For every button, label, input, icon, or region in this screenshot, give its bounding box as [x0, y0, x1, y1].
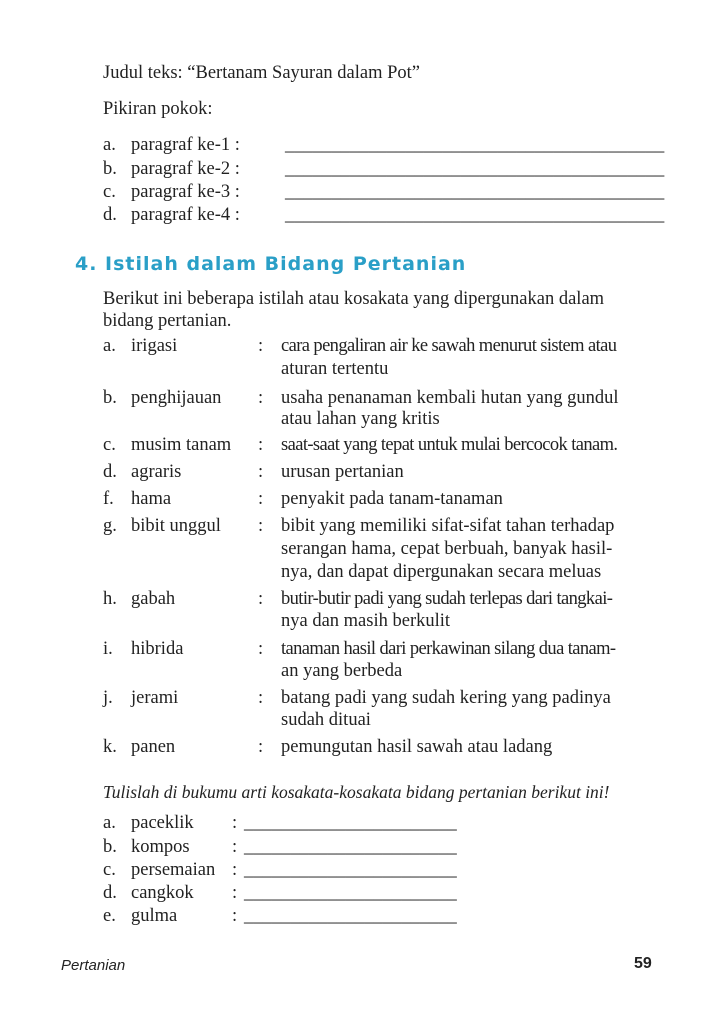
exercise-word: kompos [131, 837, 190, 857]
term-colon: : [258, 737, 264, 757]
term-colon: : [258, 688, 264, 708]
term-definition: sudah dituai [281, 710, 371, 730]
answer-blank: _________________________________________ [285, 205, 665, 225]
answer-blank: _______________________ [244, 860, 457, 880]
term-letter: c. [103, 435, 116, 455]
term-definition: butir-butir padi yang sudah terlepas dari tangkai- [281, 589, 613, 609]
term-colon: : [258, 489, 264, 509]
list-item-label: paragraf ke-1 : [131, 135, 240, 155]
term-definition: saat-saat yang tepat untuk mulai bercocok tanam. [281, 435, 618, 455]
term-definition: batang padi yang sudah kering yang padinya [281, 688, 611, 708]
term-word: hibrida [131, 639, 184, 659]
exercise-colon: : [232, 837, 238, 857]
list-item-letter: c. [103, 182, 116, 202]
term-definition: an yang berbeda [281, 661, 403, 681]
term-definition: urusan pertanian [281, 462, 404, 482]
exercise-letter: d. [103, 883, 117, 903]
term-definition: penyakit pada tanam-tanaman [281, 489, 503, 509]
list-item-label: paragraf ke-2 : [131, 159, 240, 179]
term-definition: usaha penanaman kembali hutan yang gundul [281, 388, 619, 408]
term-definition: bibit yang memiliki sifat-sifat tahan terhadap [281, 516, 615, 536]
term-letter: f. [103, 489, 114, 509]
term-word: musim tanam [131, 435, 232, 455]
exercise-word: persemaian [131, 860, 216, 880]
answer-blank: _______________________ [244, 813, 457, 833]
term-letter: g. [103, 516, 117, 536]
exercise-letter: a. [103, 813, 116, 833]
term-definition: nya dan masih berkulit [281, 611, 451, 631]
exercise-word: cangkok [131, 883, 194, 903]
exercise-word: gulma [131, 906, 178, 926]
term-word: hama [131, 489, 172, 509]
exercise-letter: c. [103, 860, 116, 880]
term-word: jerami [131, 688, 179, 708]
term-word: penghijauan [131, 388, 222, 408]
term-letter: b. [103, 388, 117, 408]
term-letter: h. [103, 589, 117, 609]
term-definition: nya, dan dapat dipergunakan secara meluas [281, 562, 602, 582]
answer-blank: _________________________________________ [285, 182, 665, 202]
term-definition: serangan hama, cepat berbuah, banyak hasil- [281, 539, 613, 559]
term-word: irigasi [131, 336, 178, 356]
text-title-line: Judul teks: “Bertanam Sayuran dalam Pot” [103, 63, 420, 83]
term-letter: i. [103, 639, 113, 659]
term-colon: : [258, 462, 264, 482]
term-letter: j. [103, 688, 113, 708]
pikiran-pokok-label: Pikiran pokok: [103, 99, 213, 119]
term-definition: cara pengaliran air ke sawah menurut sistem atau [281, 336, 617, 356]
term-colon: : [258, 336, 264, 356]
term-letter: k. [103, 737, 117, 757]
exercise-letter: e. [103, 906, 116, 926]
section-heading: 4. Istilah dalam Bidang Pertanian [75, 253, 467, 275]
list-item-label: paragraf ke-3 : [131, 182, 240, 202]
answer-blank: _______________________ [244, 837, 457, 857]
exercise-colon: : [232, 906, 238, 926]
exercise-colon: : [232, 883, 238, 903]
exercise-colon: : [232, 813, 238, 833]
answer-blank: _________________________________________ [285, 135, 665, 155]
term-word: bibit unggul [131, 516, 221, 536]
term-colon: : [258, 589, 264, 609]
term-letter: d. [103, 462, 117, 482]
term-colon: : [258, 435, 264, 455]
page-number: 59 [634, 955, 652, 972]
term-letter: a. [103, 336, 116, 356]
list-item-label: paragraf ke-4 : [131, 205, 240, 225]
footer-book-title: Pertanian [61, 957, 126, 974]
answer-blank: _______________________ [244, 883, 457, 903]
list-item-letter: d. [103, 205, 117, 225]
term-word: gabah [131, 589, 176, 609]
term-definition: atau lahan yang kritis [281, 409, 440, 429]
term-word: panen [131, 737, 176, 757]
term-colon: : [258, 639, 264, 659]
exercise-letter: b. [103, 837, 117, 857]
answer-blank: _________________________________________ [285, 159, 665, 179]
term-colon: : [258, 516, 264, 536]
answer-blank: _______________________ [244, 906, 457, 926]
intro-text: bidang pertanian. [103, 311, 232, 331]
term-word: agraris [131, 462, 182, 482]
intro-text: Berikut ini beberapa istilah atau kosakata yang dipergunakan dalam [103, 289, 605, 309]
term-definition: tanaman hasil dari perkawinan silang dua tanam- [281, 639, 616, 659]
term-colon: : [258, 388, 264, 408]
list-item-letter: b. [103, 159, 117, 179]
instruction-text: Tulislah di bukumu arti kosakata-kosakata bidang pertanian berikut ini! [103, 782, 610, 802]
term-definition: aturan tertentu [281, 359, 389, 379]
exercise-colon: : [232, 860, 238, 880]
list-item-letter: a. [103, 135, 116, 155]
term-definition: pemungutan hasil sawah atau ladang [281, 737, 553, 757]
exercise-word: paceklik [131, 813, 194, 833]
